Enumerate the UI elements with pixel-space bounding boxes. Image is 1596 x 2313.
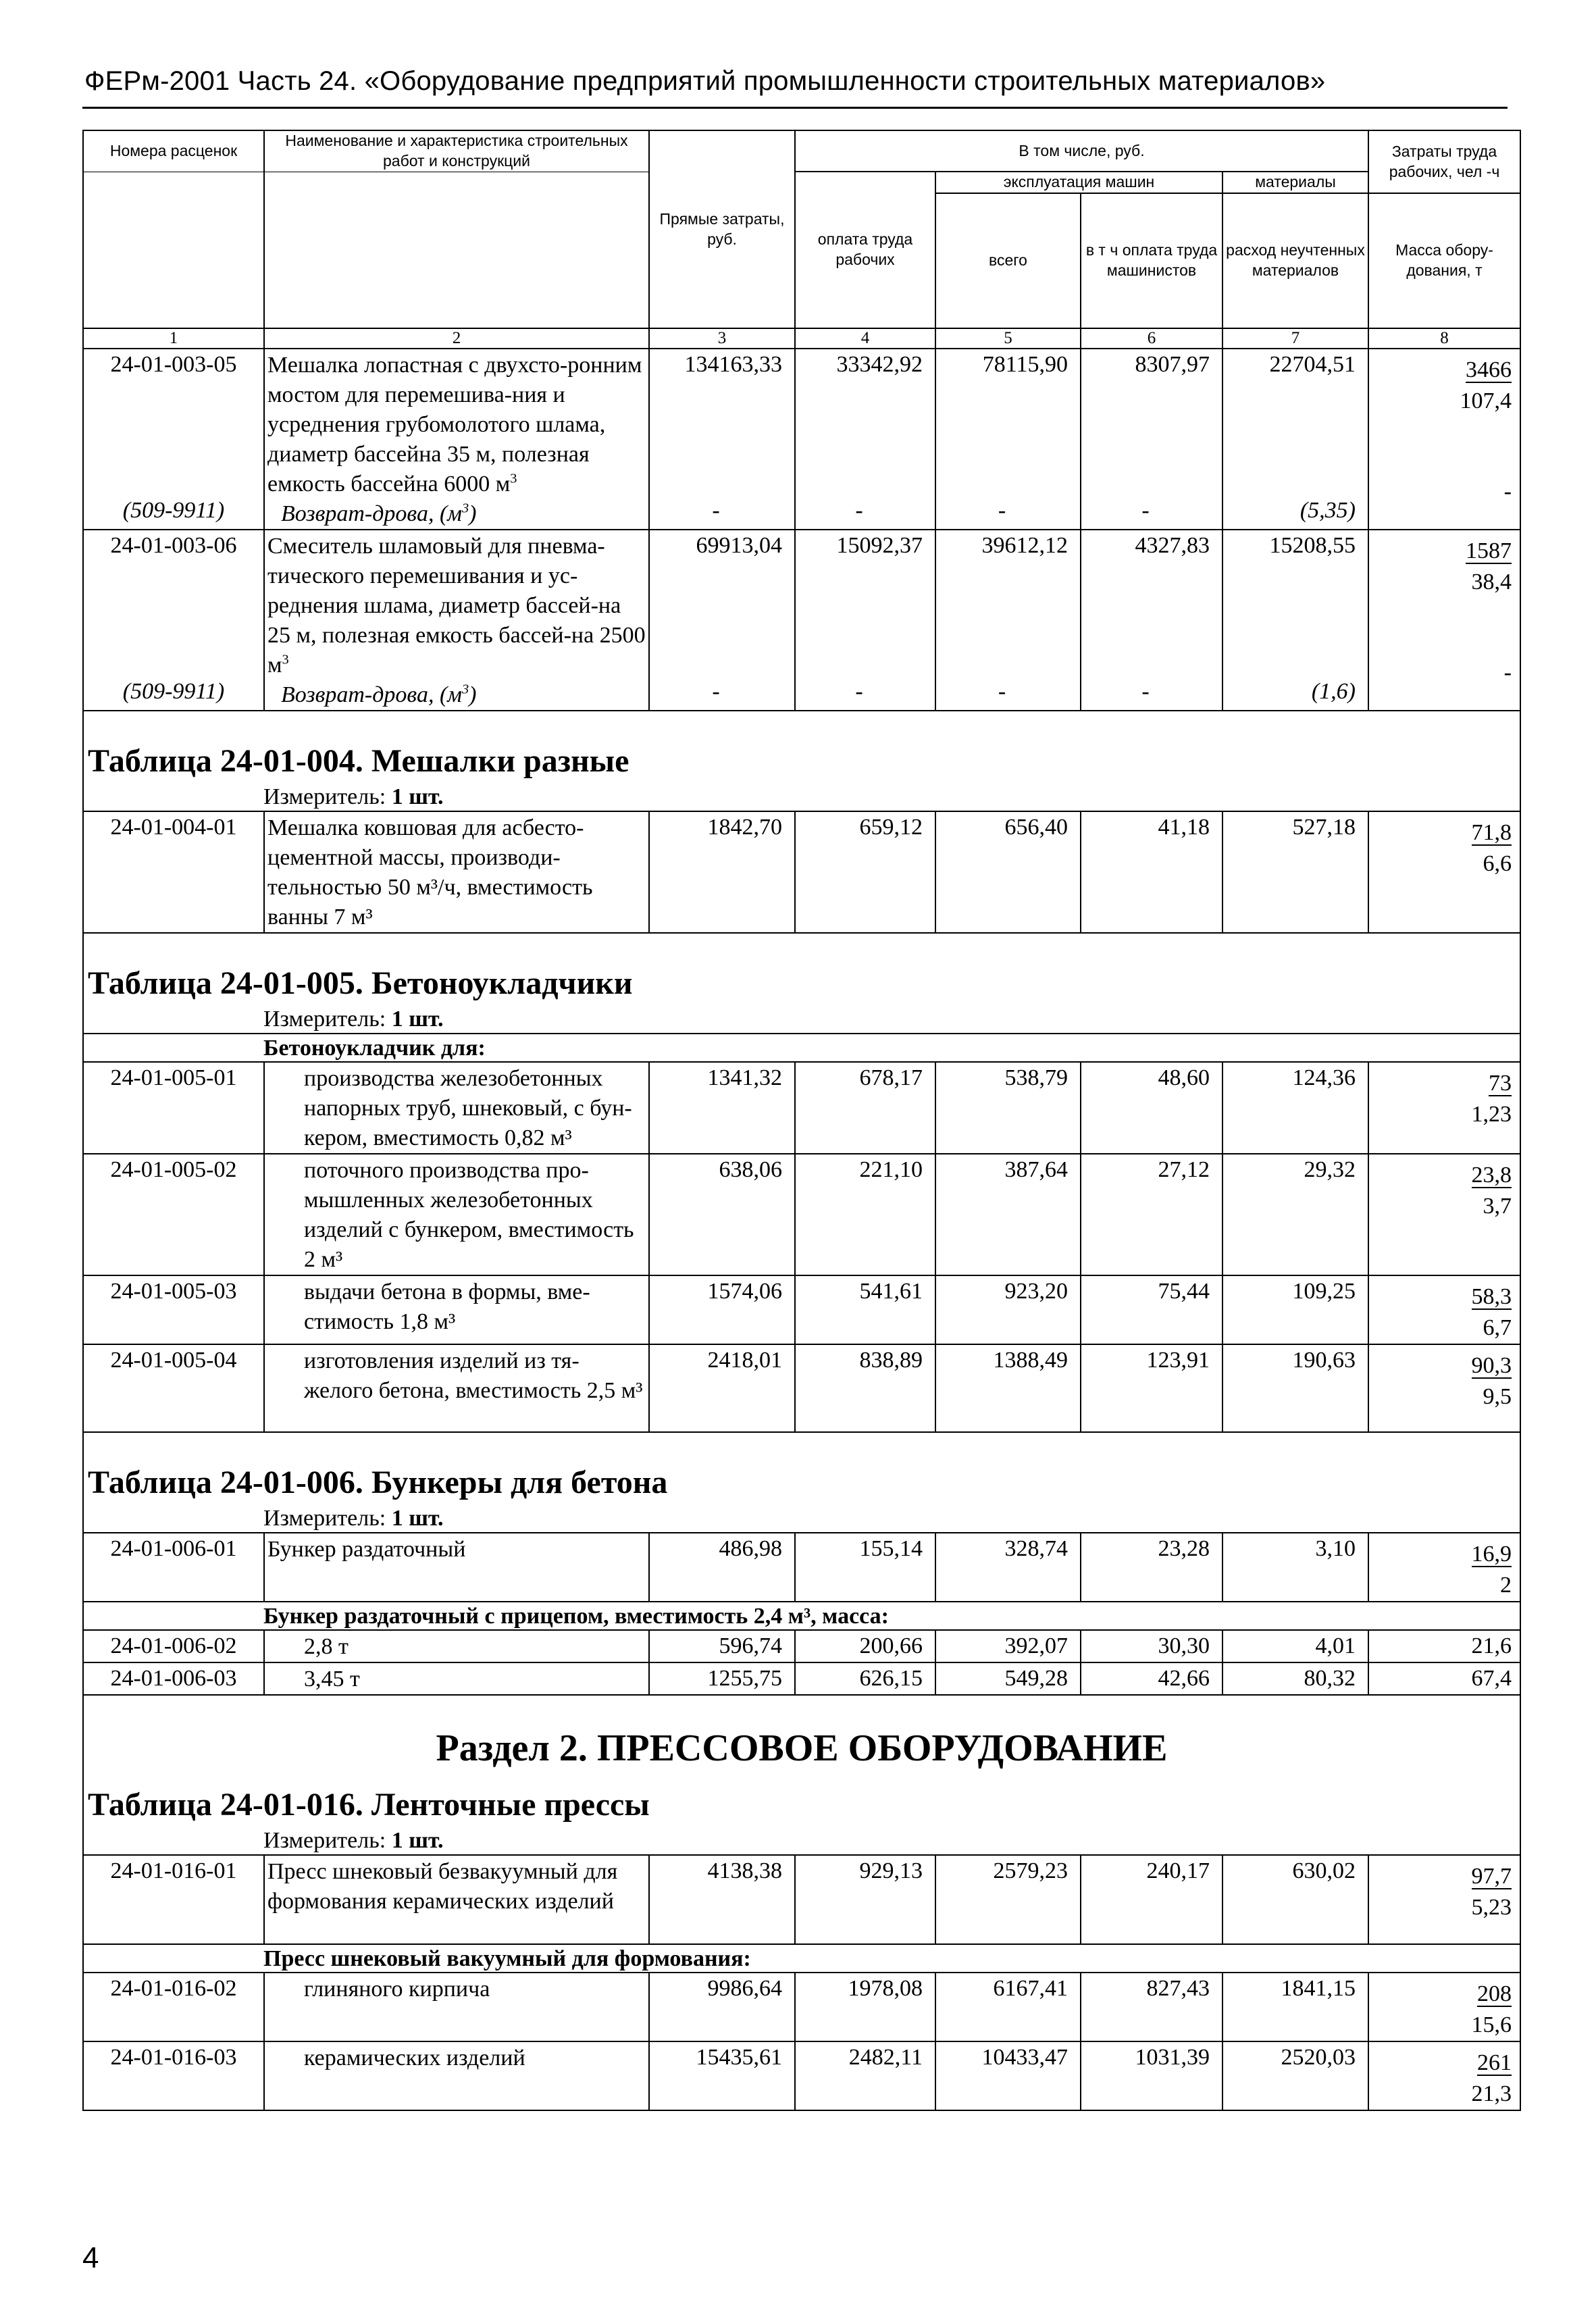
- row-code: 24-01-005-04: [83, 1344, 264, 1432]
- row-labor: 2482,11: [795, 2041, 935, 2110]
- row-operators: 240,17: [1081, 1855, 1222, 1944]
- colnum: 3: [649, 328, 795, 349]
- row-labor: 33342,92 -: [795, 349, 935, 530]
- row-direct: 486,98: [649, 1533, 795, 1602]
- row-materials: 22704,51 (5,35): [1222, 349, 1368, 530]
- measure-row: [83, 780, 1520, 811]
- group-heading: Пресс шнековый вакуумный для формования:: [83, 1944, 1520, 1973]
- measure-unit: Измеритель: 1 шт.: [83, 1823, 1520, 1855]
- row-direct: 15435,61: [649, 2041, 795, 2110]
- row-operators: 1031,39: [1081, 2041, 1222, 2110]
- colnum: 8: [1368, 328, 1520, 349]
- row-code: 24-01-003-06 (509-9911): [83, 530, 264, 711]
- row-machines: 328,74: [935, 1533, 1081, 1602]
- colnum: 7: [1222, 328, 1368, 349]
- row-materials: 190,63: [1222, 1344, 1368, 1432]
- row-operators: 827,43: [1081, 1973, 1222, 2041]
- row-name: Мешалка ковшовая для асбесто-цементной массы, производи-тельностью 50 м³/ч, вместимость ванны 7 м³: [264, 811, 649, 933]
- header-pryamye: Прямые затраты, руб.: [649, 130, 795, 328]
- row-labor-hours: 3466 107,4 -: [1368, 349, 1520, 530]
- row-name: производства железобетонных напорных труб, шнековый, с бун-кером, вместимость 0,82 м³: [264, 1062, 649, 1154]
- header-v-tom-chisle: В том числе, руб.: [795, 130, 1368, 172]
- row-labor-hours: 67,4: [1368, 1662, 1520, 1695]
- measure-row: [83, 1823, 1520, 1855]
- row-labor-hours: 23,8 3,7: [1368, 1154, 1520, 1275]
- header-massa: Масса обору-дования, т: [1368, 193, 1520, 328]
- row-operators: 48,60: [1081, 1062, 1222, 1154]
- table-row: [83, 530, 1520, 711]
- table-row: [83, 1154, 1520, 1275]
- row-code: 24-01-005-02: [83, 1154, 264, 1275]
- table-row: [83, 1855, 1520, 1944]
- row-name: глиняного кирпича: [264, 1973, 649, 2041]
- row-direct: 4138,38: [649, 1855, 795, 1944]
- row-labor-hours: 1587 38,4 -: [1368, 530, 1520, 711]
- row-labor: 541,61: [795, 1275, 935, 1344]
- colnum: 2: [264, 328, 649, 349]
- page-number: 4: [82, 2241, 99, 2274]
- header-naim2-cell: [264, 172, 649, 328]
- measure-unit: Измеритель: 1 шт.: [83, 780, 1520, 811]
- row-code: 24-01-006-02: [83, 1630, 264, 1662]
- table-row: [83, 1275, 1520, 1344]
- row-labor-hours: 21,6: [1368, 1630, 1520, 1662]
- row-direct: 1842,70: [649, 811, 795, 933]
- row-name: выдачи бетона в формы, вме-стимость 1,8 м³: [264, 1275, 649, 1344]
- row-code: 24-01-005-01: [83, 1062, 264, 1154]
- row-materials: 3,10: [1222, 1533, 1368, 1602]
- table-title-row: [83, 933, 1520, 1002]
- measure-row: [83, 1002, 1520, 1034]
- table-row: [83, 811, 1520, 933]
- header-kody-cell: [83, 172, 264, 328]
- row-machines: 656,40: [935, 811, 1081, 933]
- row-machines: 10433,47: [935, 2041, 1081, 2110]
- row-operators: 4327,83 -: [1081, 530, 1222, 711]
- section-row: [83, 1695, 1520, 1777]
- row-code: 24-01-006-01: [83, 1533, 264, 1602]
- row-materials: 1841,15: [1222, 1973, 1368, 2041]
- table-row: [83, 1062, 1520, 1154]
- colnum: 5: [935, 328, 1081, 349]
- row-code: 24-01-016-03: [83, 2041, 264, 2110]
- header-vsego: всего: [935, 193, 1081, 328]
- price-table: [82, 130, 1521, 2111]
- row-labor-hours: 73 1,23: [1368, 1062, 1520, 1154]
- row-operators: 123,91: [1081, 1344, 1222, 1432]
- row-machines: 392,07: [935, 1630, 1081, 1662]
- header-rashod: расход неучтенных материалов: [1222, 193, 1368, 328]
- row-materials: 4,01: [1222, 1630, 1368, 1662]
- row-machines: 78115,90 -: [935, 349, 1081, 530]
- table-row: [83, 349, 1520, 530]
- row-labor: 155,14: [795, 1533, 935, 1602]
- row-labor: 1978,08: [795, 1973, 935, 2041]
- table-row: [83, 1630, 1520, 1662]
- header-row-1: [83, 130, 1520, 172]
- table-row: [83, 2041, 1520, 2110]
- row-labor: 221,10: [795, 1154, 935, 1275]
- row-direct: 1255,75: [649, 1662, 795, 1695]
- row-labor-hours: 71,8 6,6: [1368, 811, 1520, 933]
- row-operators: 41,18: [1081, 811, 1222, 933]
- row-labor-hours: 58,3 6,7: [1368, 1275, 1520, 1344]
- row-labor: 838,89: [795, 1344, 935, 1432]
- row-direct: 596,74: [649, 1630, 795, 1662]
- row-materials: 80,32: [1222, 1662, 1368, 1695]
- row-direct: 2418,01: [649, 1344, 795, 1432]
- row-code: 24-01-004-01: [83, 811, 264, 933]
- row-code: 24-01-006-03: [83, 1662, 264, 1695]
- colnum: 4: [795, 328, 935, 349]
- header-oplata: оплата труда рабочих: [795, 172, 935, 328]
- row-name: изготовления изделий из тя-желого бетона, вместимость 2,5 м³: [264, 1344, 649, 1432]
- row-code: 24-01-005-03: [83, 1275, 264, 1344]
- row-operators: 8307,97 -: [1081, 349, 1222, 530]
- row-labor: 626,15: [795, 1662, 935, 1695]
- header-nomera: Номера расценок: [83, 130, 264, 172]
- row-machines: 549,28: [935, 1662, 1081, 1695]
- row-machines: 39612,12 -: [935, 530, 1081, 711]
- table-row: [83, 1344, 1520, 1432]
- colnum: 6: [1081, 328, 1222, 349]
- table-title: Таблица 24-01-016. Ленточные прессы: [83, 1777, 1520, 1823]
- row-name: поточного производства про-мышленных железобетонных изделий с бункером, вместимость 2 м³: [264, 1154, 649, 1275]
- row-materials: 2520,03: [1222, 2041, 1368, 2110]
- row-machines: 923,20: [935, 1275, 1081, 1344]
- row-code: 24-01-016-01: [83, 1855, 264, 1944]
- row-materials: 124,36: [1222, 1062, 1368, 1154]
- table-title: Таблица 24-01-005. Бетоноукладчики: [83, 933, 1520, 1002]
- row-machines: 2579,23: [935, 1855, 1081, 1944]
- row-name: Бункер раздаточный: [264, 1533, 649, 1602]
- row-operators: 27,12: [1081, 1154, 1222, 1275]
- table-title: Таблица 24-01-006. Бункеры для бетона: [83, 1432, 1520, 1501]
- header-rule: [82, 107, 1508, 109]
- row-code: 24-01-016-02: [83, 1973, 264, 2041]
- section-title: Раздел 2. ПРЕССОВОЕ ОБОРУДОВАНИЕ: [83, 1695, 1520, 1777]
- table-row: [83, 1533, 1520, 1602]
- row-operators: 75,44: [1081, 1275, 1222, 1344]
- row-operators: 42,66: [1081, 1662, 1222, 1695]
- header-row-2: [83, 172, 1520, 193]
- table-row: [83, 1973, 1520, 2041]
- measure-unit: Измеритель: 1 шт.: [83, 1002, 1520, 1034]
- table-row: [83, 1662, 1520, 1695]
- header-zatraty: Затраты труда рабочих, чел -ч: [1368, 130, 1520, 193]
- row-direct: 1341,32: [649, 1062, 795, 1154]
- row-name: 3,45 т: [264, 1662, 649, 1695]
- table-title: Таблица 24-01-004. Мешалки разные: [83, 711, 1520, 780]
- row-labor-hours: 208 15,6: [1368, 1973, 1520, 2041]
- row-machines: 6167,41: [935, 1973, 1081, 2041]
- row-labor-hours: 97,7 5,23: [1368, 1855, 1520, 1944]
- group-heading: Бетоноукладчик для:: [83, 1034, 1520, 1062]
- row-labor-hours: 261 21,3: [1368, 2041, 1520, 2110]
- row-direct: 134163,33 -: [649, 349, 795, 530]
- group-heading: Бункер раздаточный с прицепом, вместимость 2,4 м³, масса:: [83, 1602, 1520, 1630]
- row-direct: 69913,04 -: [649, 530, 795, 711]
- row-labor: 678,17: [795, 1062, 935, 1154]
- row-name: Мешалка лопастная с двухсто-ронним мостом для перемешива-ния и усреднения грубомолотого шлама, диаметр бассейна 35 м, полезная емкость бассейна 6000 $м^3$ Возврат-дрова, $(м^3)$: [264, 349, 649, 530]
- header-colnums: [83, 328, 1520, 349]
- group-row: [83, 1034, 1520, 1062]
- row-labor: 929,13: [795, 1855, 935, 1944]
- table-title-row: [83, 1432, 1520, 1501]
- row-name: керамических изделий: [264, 2041, 649, 2110]
- row-labor: 659,12: [795, 811, 935, 933]
- header-materialy: материалы: [1222, 172, 1368, 193]
- header-ekspl: эксплуатация машин: [935, 172, 1222, 193]
- row-materials: 29,32: [1222, 1154, 1368, 1275]
- row-code: 24-01-003-05 (509-9911): [83, 349, 264, 530]
- colnum: 1: [83, 328, 264, 349]
- row-name: Пресс шнековый безвакуумный для формования керамических изделий: [264, 1855, 649, 1944]
- row-direct: 1574,06: [649, 1275, 795, 1344]
- row-labor: 15092,37 -: [795, 530, 935, 711]
- row-materials: 630,02: [1222, 1855, 1368, 1944]
- row-materials: 109,25: [1222, 1275, 1368, 1344]
- measure-unit: Измеритель: 1 шт.: [83, 1501, 1520, 1533]
- row-operators: 30,30: [1081, 1630, 1222, 1662]
- running-head: ФЕРм-2001 Часть 24. «Оборудование предприятий промышленности строительных материалов»: [84, 66, 1326, 96]
- table-title-row: [83, 711, 1520, 780]
- row-direct: 9986,64: [649, 1973, 795, 2041]
- row-machines: 538,79: [935, 1062, 1081, 1154]
- row-labor-hours: 90,3 9,5: [1368, 1344, 1520, 1432]
- group-row: [83, 1602, 1520, 1630]
- row-materials: 15208,55 (1,6): [1222, 530, 1368, 711]
- row-name: 2,8 т: [264, 1630, 649, 1662]
- row-labor-hours: 16,9 2: [1368, 1533, 1520, 1602]
- table-title-row: [83, 1777, 1520, 1823]
- row-direct: 638,06: [649, 1154, 795, 1275]
- row-operators: 23,28: [1081, 1533, 1222, 1602]
- row-machines: 387,64: [935, 1154, 1081, 1275]
- header-naim1: Наименование и характеристика строительных работ и конструкций: [264, 130, 649, 172]
- row-labor: 200,66: [795, 1630, 935, 1662]
- row-name: Смеситель шламовый для пневма-тического перемешивания и ус-реднения шлама, диаметр бассей-на 25 м, полезная емкость бассей-на 2500 $м^3$ Возврат-дрова, $(м^3)$: [264, 530, 649, 711]
- row-materials: 527,18: [1222, 811, 1368, 933]
- header-vtch: в т ч оплата труда машинистов: [1081, 193, 1222, 328]
- row-machines: 1388,49: [935, 1344, 1081, 1432]
- group-row: [83, 1944, 1520, 1973]
- measure-row: [83, 1501, 1520, 1533]
